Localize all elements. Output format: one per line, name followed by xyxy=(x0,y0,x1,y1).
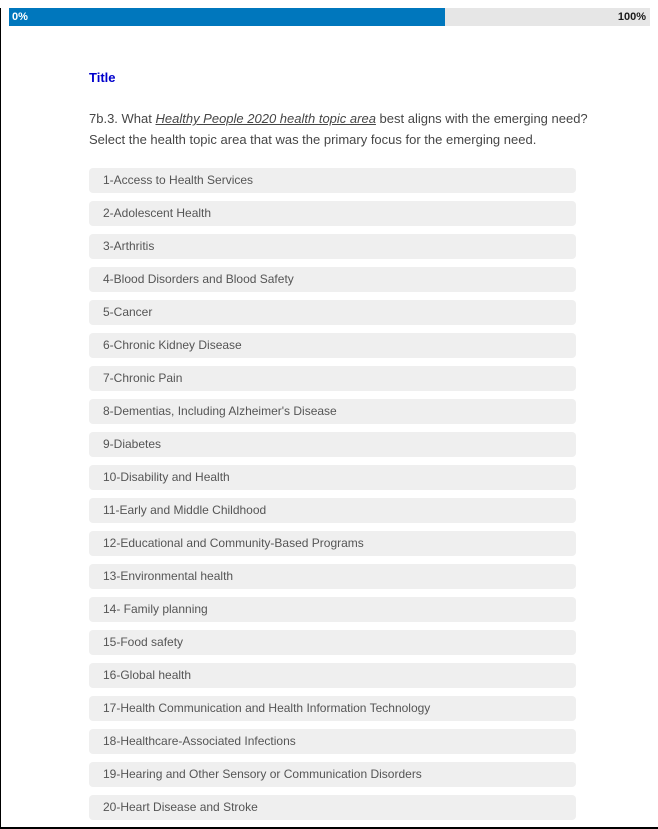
option-row[interactable]: 10-Disability and Health xyxy=(89,465,576,490)
option-row[interactable]: 6-Chronic Kidney Disease xyxy=(89,333,576,358)
option-row[interactable]: 18-Healthcare-Associated Infections xyxy=(89,729,576,754)
question-line2: Select the health topic area that was the primary focus for the emerging need. xyxy=(89,132,537,147)
option-row[interactable]: 20-Heart Disease and Stroke xyxy=(89,795,576,820)
page-title: Title xyxy=(89,70,116,85)
option-row[interactable]: 11-Early and Middle Childhood xyxy=(89,498,576,523)
option-row[interactable]: 8-Dementias, Including Alzheimer's Disease xyxy=(89,399,576,424)
option-row[interactable]: 3-Arthritis xyxy=(89,234,576,259)
option-row[interactable]: 14- Family planning xyxy=(89,597,576,622)
question-line1-suffix: best aligns with the emerging need? xyxy=(375,111,588,126)
question-prefix: 7b.3. What xyxy=(89,111,156,126)
question-emphasis: Healthy People 2020 health topic area xyxy=(155,111,376,126)
option-row[interactable]: 12-Educational and Community-Based Programs xyxy=(89,531,576,556)
progress-bar-fill xyxy=(9,8,445,26)
question-text xyxy=(89,108,634,150)
option-row[interactable]: 4-Blood Disorders and Blood Safety xyxy=(89,267,576,292)
options-list xyxy=(89,168,576,820)
option-row[interactable]: 17-Health Communication and Health Information Technology xyxy=(89,696,576,721)
option-row[interactable]: 1-Access to Health Services xyxy=(89,168,576,193)
option-row[interactable]: 15-Food safety xyxy=(89,630,576,655)
survey-progress-bar xyxy=(9,8,650,26)
option-row[interactable]: 7-Chronic Pain xyxy=(89,366,576,391)
option-row[interactable]: 19-Hearing and Other Sensory or Communication Disorders xyxy=(89,762,576,787)
progress-end-label: 100% xyxy=(617,11,646,23)
option-row[interactable]: 9-Diabetes xyxy=(89,432,576,457)
progress-start-label: 0% xyxy=(12,11,28,23)
survey-content xyxy=(89,70,588,820)
option-row[interactable]: 13-Environmental health xyxy=(89,564,576,589)
option-row[interactable]: 5-Cancer xyxy=(89,300,576,325)
option-row[interactable]: 2-Adolescent Health xyxy=(89,201,576,226)
option-row[interactable]: 16-Global health xyxy=(89,663,576,688)
